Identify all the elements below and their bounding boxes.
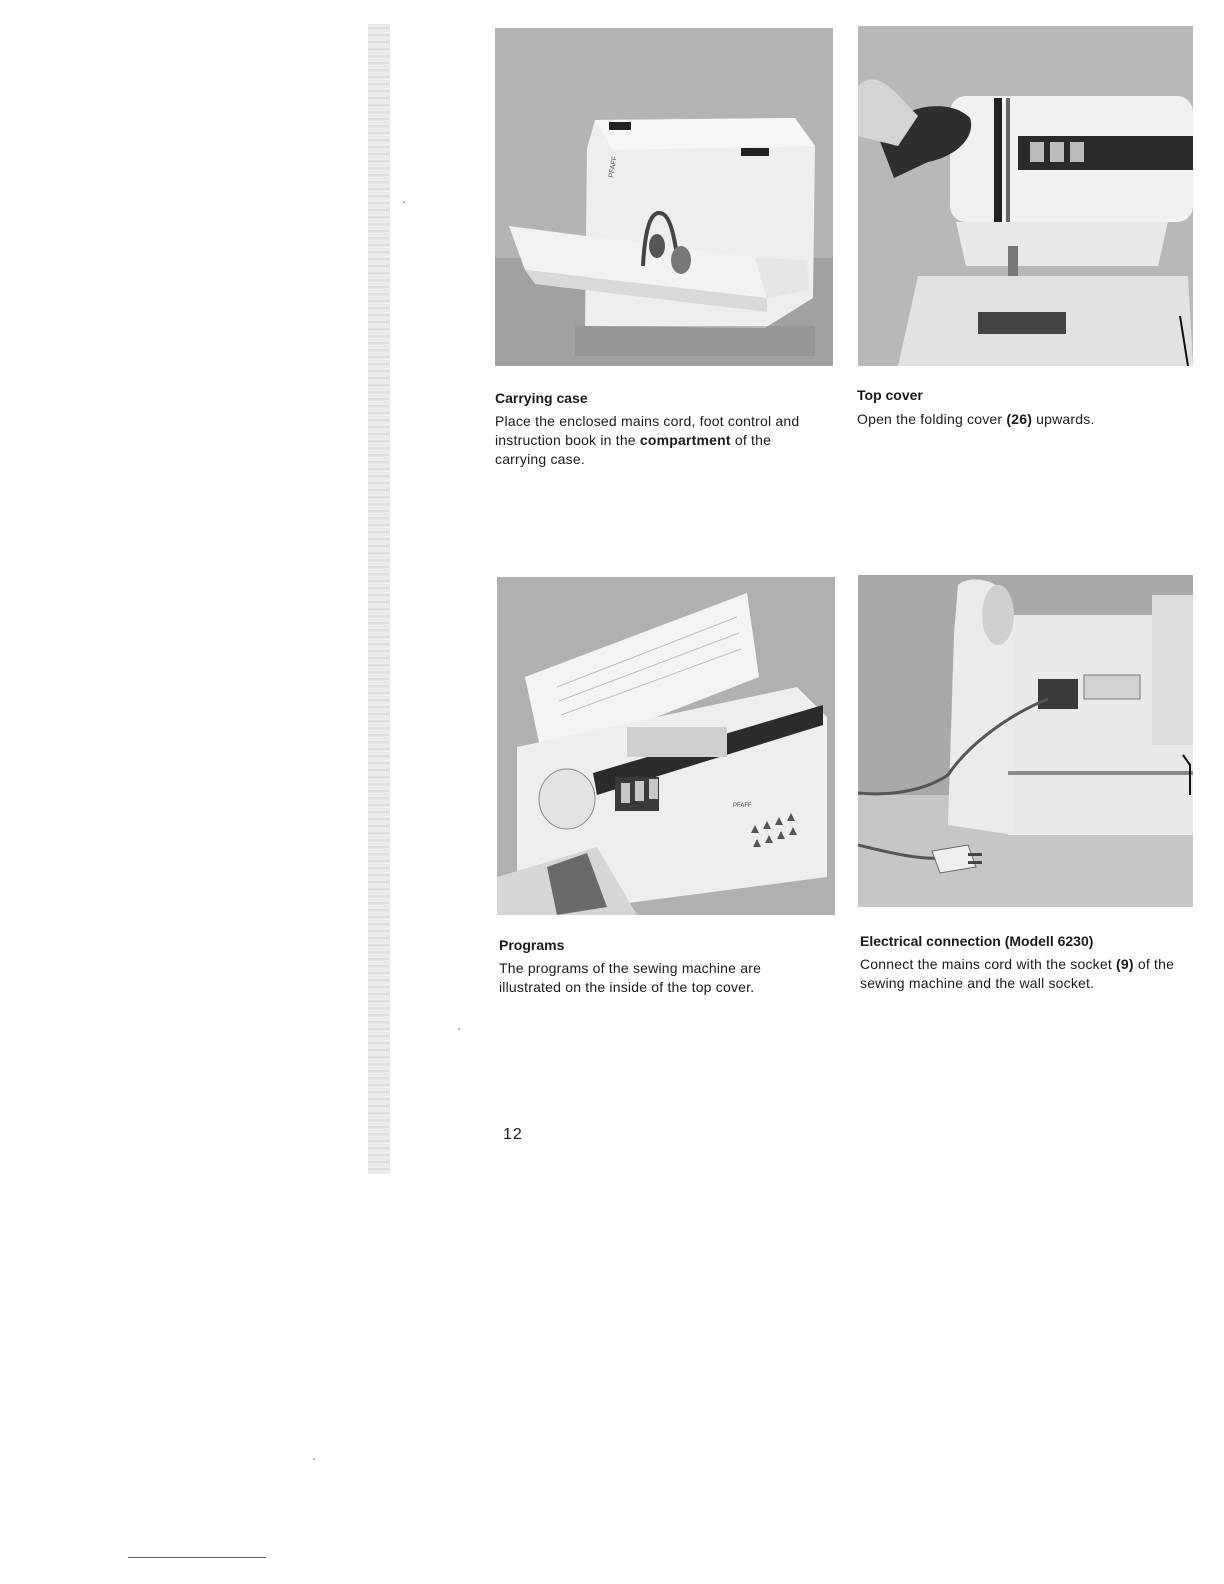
programs-photo — [497, 577, 835, 915]
programs-heading: Programs — [499, 937, 565, 953]
footer-rule — [128, 1557, 266, 1558]
programs-text: The programs of the sewing machine are illustrated on the inside of the top cover. — [499, 960, 762, 995]
carrying-case-heading: Carrying case — [495, 390, 588, 406]
machine-brand-label: PFAFF — [733, 803, 752, 809]
page-binding-edge — [368, 24, 390, 1174]
carrying-case-text: Place the enclosed mains cord, foot control and instruction book in the compartment of the carrying case. — [495, 413, 800, 467]
electrical-connection-photo — [858, 575, 1193, 907]
electrical-connection-text: Connect the mains cord with the socket (9) of the sewing machine and the wall socket. — [860, 956, 1175, 991]
top-cover-heading: Top cover — [857, 387, 923, 403]
top-cover-photo — [858, 26, 1193, 366]
scan-speck — [458, 1028, 460, 1030]
page-number: 12 — [503, 1126, 523, 1143]
scan-speck — [403, 201, 405, 203]
electrical-connection-heading: Electrical connection (Modell 6230) — [860, 933, 1094, 949]
scan-speck — [313, 1458, 315, 1460]
case-brand-label: PFAFF — [608, 155, 619, 179]
carrying-case-photo — [495, 28, 833, 366]
top-cover-text: Open the folding cover (26) upwards. — [857, 411, 1095, 427]
